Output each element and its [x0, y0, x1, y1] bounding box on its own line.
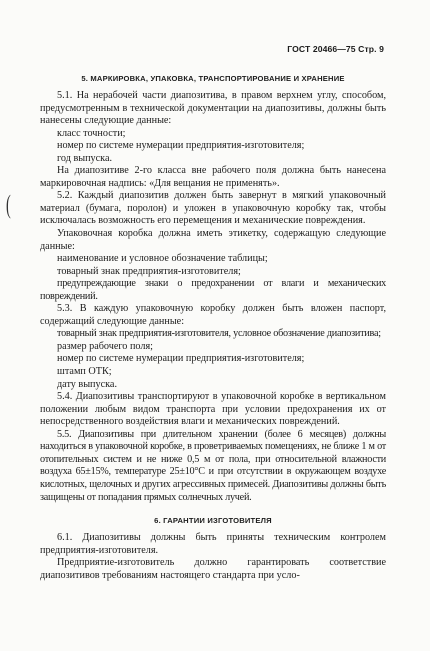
list-item: год выпуска. — [57, 152, 113, 164]
list-item: товарный знак предприятия-изготовителя, условное обозначение диапозитива; — [57, 328, 381, 340]
section-6-title: 6. ГАРАНТИИ ИЗГОТОВИТЕЛЯ — [154, 516, 272, 526]
list-item: размер рабочего поля; — [57, 340, 153, 352]
list-item: номер по системе нумерации предприятия-изготовителя; — [57, 140, 305, 152]
margin-bracket-mark: ( — [5, 190, 11, 219]
paragraph-5-4: 5.4. Диапозитивы транспортируют в упаковочной коробке в вертикальном положении любым видом транспорта при условии предохранения их от непосредственного воздействия влаги и механических повреждений. — [40, 391, 386, 428]
page-header: ГОСТ 20466—75 Стр. 9 — [287, 44, 384, 54]
list-item: предупреждающие знаки о предохранении от влаги и механических повреждений. — [40, 278, 386, 302]
list-item: наименование и условное обозначение таблицы; — [57, 253, 268, 265]
list-item: класс точности; — [57, 127, 126, 139]
list-item: дату выпуска. — [57, 378, 117, 390]
paragraph-5-3: 5.3. В каждую упаковочную коробку должен быть вложен паспорт, содержащий следующие данные: — [40, 303, 386, 327]
paragraph-marking-note: На диапозитиве 2-го класса вне рабочего поля должна быть нанесена маркировочная надпись: «Для вещания не применять». — [40, 165, 386, 189]
paragraph-6-1: 6.1. Диапозитивы должны быть приняты техническим контролем предприятия-изготовителя. — [40, 532, 386, 556]
paragraph-6-guarantee: Предприятие-изготовитель должно гарантировать соответствие диапозитивов требованиям настоящего стандарта при усло- — [40, 557, 386, 581]
paragraph-5-2: 5.2. Каждый диапозитив должен быть завернут в мягкий упаковочный материал (бумага, поролон) и уложен в упаковочную коробку так, чтобы исключалась возможность его перемещения и механические повреждения. — [40, 190, 386, 227]
paragraph-5-5: 5.5. Диапозитивы при длительном хранении (более 6 месяцев) должны находиться в упаковочной коробке, в проветриваемых помещениях, не ближе 1 м от отопительных систем и не ниже 0,5 м от пола, при относительной влажности воздуха 65±15%, температуре 25±10°С и при отсутствии в окружающем воздухе кислотных, щелочных и других агрессивных примесей. Диапозитивы должны быть защищены от попадания прямых солнечных лучей. — [40, 428, 386, 503]
list-item: штамп ОТК; — [57, 366, 112, 378]
paragraph-box-label: Упаковочная коробка должна иметь этикетку, содержащую следующие данные: — [40, 228, 386, 252]
list-item: номер по системе нумерации предприятия-изготовителя; — [57, 353, 305, 365]
section-5-title: 5. МАРКИРОВКА, УПАКОВКА, ТРАНСПОРТИРОВАНИЕ И ХРАНЕНИЕ — [81, 74, 345, 83]
document-page — [40, 74, 386, 582]
paragraph-5-1: 5.1. На нерабочей части диапозитива, в правом верхнем углу, способом, предусмотренным в технической документации на диапозитивы, должны быть нанесены следующие данные: — [40, 90, 386, 127]
list-item: товарный знак предприятия-изготовителя; — [57, 265, 241, 277]
